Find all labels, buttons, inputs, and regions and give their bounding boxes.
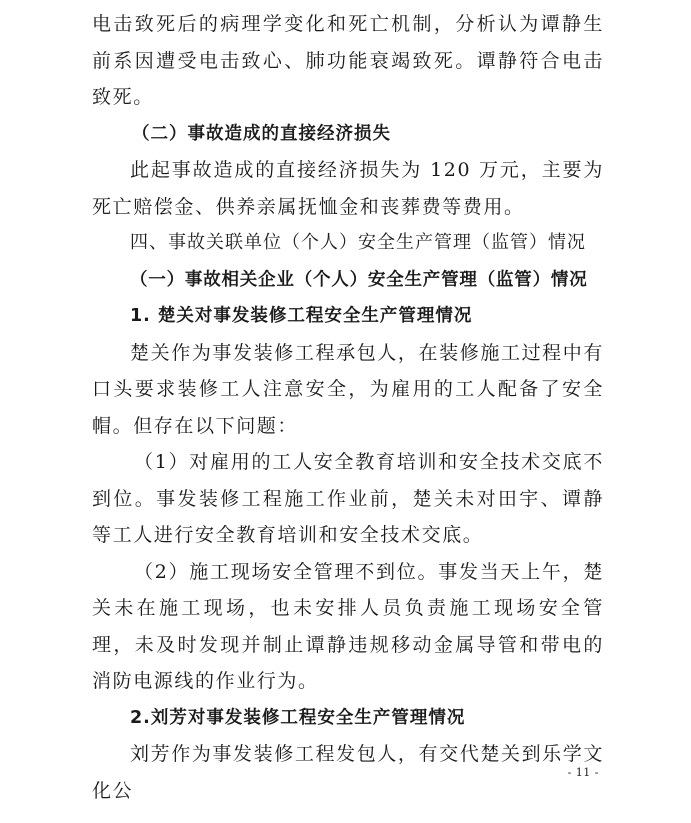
heading-chuguan-management: 1. 楚关对事发装修工程安全生产管理情况 [130, 306, 473, 326]
paragraph-death-cause: 电击致死后的病理学变化和死亡机制，分析认为谭静生前系因遭受电击致心、肺功能衰竭致死。谭静符合电击致死。 [92, 13, 604, 108]
heading-section-four: 四、事故关联单位（个人）安全生产管理（监管）情况 [130, 232, 586, 253]
heading-liufang-management: 2.刘芳对事发装修工程安全生产管理情况 [130, 707, 466, 728]
paragraph-problem-1: （1）对雇用的工人安全教育培训和安全技术交底不到位。事发装修工程施工作业前，楚关未对田宇、谭静等工人进行安全教育培训和安全技术交底。 [92, 451, 604, 546]
document-body [92, 6, 604, 809]
heading-related-enterprises: （一）事故相关企业（个人）安全生产管理（监管）情况 [130, 269, 588, 290]
paragraph-liufang: 刘芳作为事发装修工程发包人，有交代楚关到乐学文化公 [92, 743, 604, 802]
page-number: - 11 - [567, 766, 599, 779]
paragraph-chuguan: 楚关作为事发装修工程承包人，在装修施工过程中有口头要求装修工人注意安全，为雇用的工人配备了安全帽。但存在以下问题： [92, 341, 604, 437]
paragraph-problem-2: （2）施工现场安全管理不到位。事发当天上午，楚关未在施工现场，也未安排人员负责施工现场安全管理，未及时发现并制止谭静违规移动金属导管和带电的消防电源线的作业行为。 [92, 560, 604, 692]
heading-direct-economic-loss: （二）事故造成的直接经济损失 [132, 123, 391, 144]
paragraph-economic-loss: 此起事故造成的直接经济损失为 120 万元，主要为死亡赔偿金、供养亲属抚恤金和丧葬费等费用。 [92, 159, 604, 218]
